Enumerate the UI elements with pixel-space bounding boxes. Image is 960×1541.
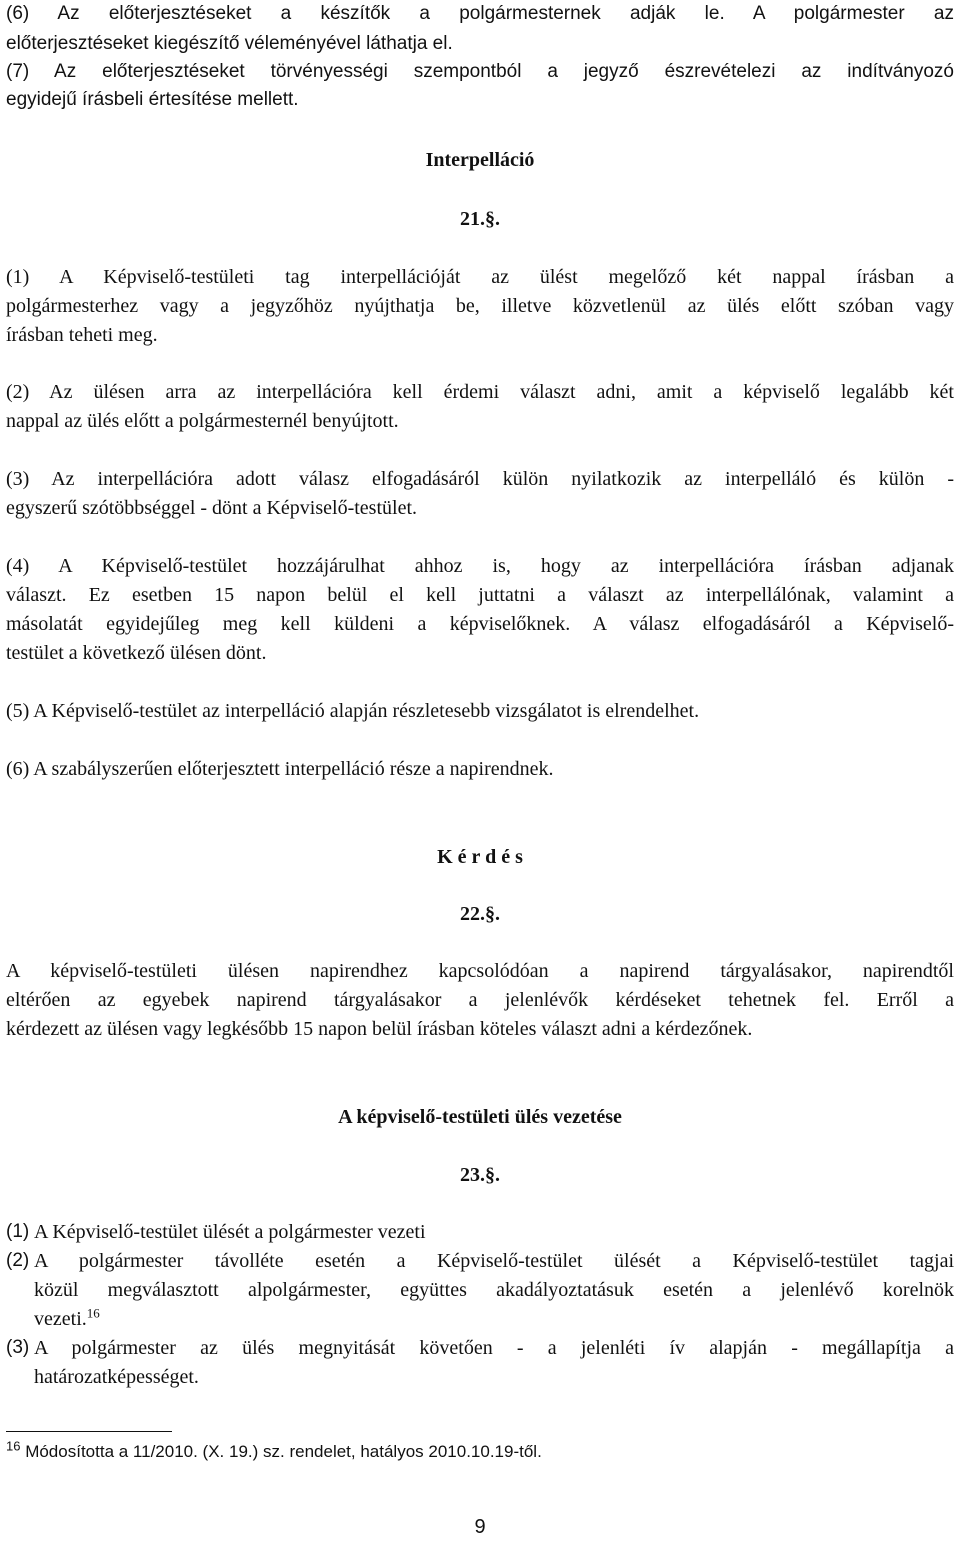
s21-p1-line-3: írásban teheti meg. bbox=[6, 324, 158, 346]
s21-p4-line-1: (4) A Képviselő-testület hozzájárulhat ahhoz is, hogy az interpellációra írásban adjanak bbox=[6, 555, 954, 577]
section-21-number: 21.§. bbox=[460, 208, 500, 230]
s21-p3-line-2: egyszerű szótöbbséggel - dönt a Képviselő-testület. bbox=[6, 497, 417, 519]
paragraph-6-line-2: előterjesztéseket kiegészítő véleményével láthatja el. bbox=[6, 33, 453, 54]
section-21-title: Interpelláció bbox=[425, 149, 535, 171]
footnote-number: 16 bbox=[6, 1438, 21, 1454]
s21-p6: (6) A szabályszerűen előterjesztett interpelláció része a napirendnek. bbox=[6, 758, 554, 780]
footnote-reference[interactable]: 16 bbox=[86, 1305, 100, 1321]
s23-item-3-line-2: határozatképességet. bbox=[34, 1366, 199, 1388]
s22-line-1: A képviselő-testületi ülésen napirendhez kapcsolódóan a napirend tárgyalásakor, napirendtől bbox=[6, 960, 954, 982]
s22-line-3: kérdezett az ülésen vagy legkésőbb 15 napon belül írásban köteles választ adni a kérdezőnek. bbox=[6, 1018, 753, 1040]
s21-p4-line-3: másolatát egyidejűleg meg kell küldeni a képviselőknek. A válasz elfogadásáról a Képviselő- bbox=[6, 613, 954, 635]
paragraph-7-line-1: (7) Az előterjesztéseket törvényességi szempontból a jegyző észrevételezi az indítványozó bbox=[6, 61, 954, 82]
s21-p4-line-4: testület a következő ülésen dönt. bbox=[6, 642, 267, 664]
section-23-title: A képviselő-testületi ülés vezetése bbox=[338, 1106, 622, 1128]
s21-p1-line-1: (1) A Képviselő-testületi tag interpellációját az ülést megelőző két nappal írásban a bbox=[6, 266, 954, 288]
s21-p1-line-2: polgármesterhez vagy a jegyzőhöz nyújthatja be, illetve közvetlenül az ülés előtt szóban vagy bbox=[6, 295, 954, 317]
paragraph-7-line-2: egyidejű írásbeli értesítése mellett. bbox=[6, 89, 299, 110]
footnote bbox=[6, 1440, 542, 1464]
section-23-number: 23.§. bbox=[460, 1164, 500, 1186]
s21-p4-line-2: választ. Ez esetben 15 napon belül el kell juttatni a választ az interpellálónak, valamint a bbox=[6, 584, 954, 606]
page-number: 9 bbox=[474, 1516, 486, 1538]
s23-item-2-line-3 bbox=[34, 1305, 100, 1333]
s21-p3-line-1: (3) Az interpellációra adott válasz elfogadásáról külön nyilatkozik az interpelláló és külön - bbox=[6, 468, 954, 490]
s23-item-2-line-2: közül megválasztott alpolgármester, együttes akadályoztatásuk esetén a jelenlévő korelnök bbox=[34, 1279, 954, 1301]
s23-item-3-number: (3) bbox=[6, 1337, 30, 1358]
section-22-title: K é r d é s bbox=[437, 846, 523, 868]
s23-item-2-line-1: A polgármester távolléte esetén a Képviselő-testület ülését a Képviselő-testület tagjai bbox=[34, 1250, 954, 1272]
footnote-text: Módosította a 11/2010. (X. 19.) sz. rendelet, hatályos 2010.10.19-től. bbox=[20, 1442, 542, 1461]
s23-item-2-number: (2) bbox=[6, 1250, 30, 1271]
s22-line-2: eltérően az egyebek napirend tárgyalásakor a jelenlévők kérdéseket tehetnek fel. Erről a bbox=[6, 989, 954, 1011]
s21-p2-line-1: (2) Az ülésen arra az interpellációra kell érdemi választ adni, amit a képviselő legalább két bbox=[6, 381, 954, 403]
s21-p2-line-2: nappal az ülés előtt a polgármesternél benyújtott. bbox=[6, 410, 399, 432]
s23-item-2-line-3-text: vezeti. bbox=[34, 1308, 87, 1330]
footnote-separator bbox=[6, 1431, 172, 1432]
s23-item-1-text: A Képviselő-testület ülését a polgármester vezeti bbox=[34, 1221, 426, 1243]
paragraph-6-line-1: (6) Az előterjesztéseket a készítők a polgármesternek adják le. A polgármester az bbox=[6, 3, 954, 24]
s23-item-1-number: (1) bbox=[6, 1221, 30, 1242]
s21-p5: (5) A Képviselő-testület az interpelláció alapján részletesebb vizsgálatot is elrendelhet. bbox=[6, 700, 700, 722]
section-22-number: 22.§. bbox=[460, 903, 500, 925]
s23-item-3-line-1: A polgármester az ülés megnyitását követően - a jelenléti ív alapján - megállapítja a bbox=[34, 1337, 954, 1359]
